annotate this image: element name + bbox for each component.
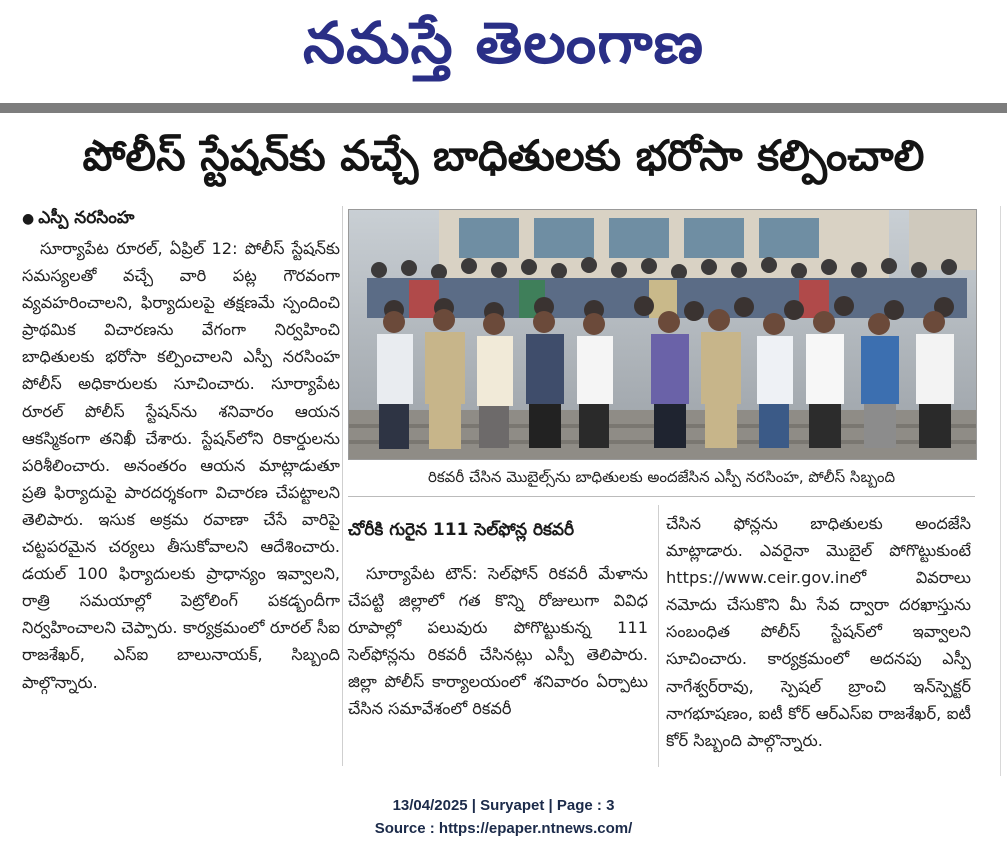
second-story-headline: చోరీకి గురైన 111 సెల్‌ఫోన్ల రికవరీ bbox=[348, 520, 575, 540]
page-footer bbox=[0, 794, 1007, 840]
footer-date-edition: 13/04/2025 | Suryapet | Page : 3 bbox=[392, 797, 615, 814]
main-story-body: సూర్యాపేట రూరల్, ఏప్రిల్ 12: పోలీస్ స్టేషన్‌కు సమస్యలతో వచ్చే వారి పట్ల గౌరవంగా వ్యవహరించాలని, ఫిర్యాదులపై తక్షణమే స్పందించి ప్రాథమిక విచారణను వేగంగా నిర్వహించి బాధితులకు భరోసా కల్పించాలని ఎస్పీ నరసింహ పోలీస్ అధికారులకు సూచించారు. సూర్యాపేట రూరల్ పోలీస్ స్టేషన్‌ను శనివారం ఆయన ఆకస్మికంగా తనిఖీ చేశారు. స్టేషన్‌లోని రికార్డులను పరిశీలించారు. అనంతరం ఆయన మాట్లాడుతూ ప్రతి ఫిర్యాదుపై పారదర్శకంగా విచారణ చేపట్టాలని తెలిపారు. ఇసుక అక్రమ రవాణా చేసే వారిపై చట్టపరమైన చర్యలు తీసుకోవాలని ఆదేశించారు. డయల్ 100 ఫిర్యాదులకు ప్రాధాన్యం ఇవ్వాలని, రాత్రి సమయాల్లో పెట్రోలింగ్ పకడ్బందీగా నిర్వహించాలని చెప్పారు. కార్యక్రమంలో రూరల్ సీఐ రాజశేఖర్, ఎస్ఐ బాలునాయక్, సిబ్బంది పాల్గొన్నారు. bbox=[22, 239, 340, 692]
masthead-rule bbox=[0, 103, 1007, 113]
second-story-body-continued: చేసిన ఫోన్లను బాధితులకు అందజేసి మాట్లాడారు. ఎవరైనా మొబైల్ పోగొట్టుకుంటే https://www.ceir.gov.inలో వివరాలు నమోదు చేసుకొని మీ సేవ ద్వారా దరఖాస్తును సంబంధిత పోలీస్ స్టేషన్‌లో ఇవ్వాలని సూచించారు. కార్యక్రమంలో అదనపు ఎస్పీ నాగేశ్వర్‌రావు, స్పెషల్ బ్రాంచి ఇన్‌స్పెక్టర్ నాగభూషణం, ఐటీ కోర్ ఆర్ఎస్ఐ రాజశేఖర్, ఐటీ కోర్ సిబ్బంది పాల్గొన్నారు. bbox=[666, 514, 971, 750]
bullet-icon: ● bbox=[22, 211, 35, 227]
byline: ● ఎస్పీ నరసింహ bbox=[22, 208, 135, 228]
masthead bbox=[0, 0, 1007, 100]
news-photo bbox=[348, 209, 977, 460]
footer-source-link[interactable]: Source : https://epaper.ntnews.com/ bbox=[374, 820, 633, 837]
newspaper-logo: నమస్తే తెలంగాణ bbox=[302, 10, 705, 77]
second-story-column bbox=[348, 510, 648, 723]
photo-caption: రికవరీ చేసిన మొబైల్స్‌ను బాధితులకు అందజేసిన ఎస్పీ నరసింహ, పోలీస్ సిబ్బంది bbox=[348, 462, 975, 497]
column-divider bbox=[658, 505, 659, 767]
column-divider bbox=[342, 206, 343, 766]
page-edge-rule bbox=[1000, 206, 1001, 776]
main-headline: పోలీస్ స్టేషన్‌కు వచ్చే బాధితులకు భరోసా కల్పించాలి bbox=[82, 131, 925, 180]
main-story-column bbox=[22, 206, 340, 696]
second-story-continued-column bbox=[666, 510, 971, 754]
second-story-body: సూర్యాపేట టౌన్: సెల్‌ఫోన్ రికవరీ మేళాను చేపట్టి జిల్లాలో గత కొన్ని రోజులుగా వివిధ రూపాల్లో పలువురు పోగొట్టుకున్న 111 సెల్‌ఫోన్లను రికవరీ చేసినట్లు ఎస్పీ తెలిపారు. జిల్లా పోలీస్ కార్యాలయంలో శనివారం ఏర్పాటు చేసిన సమావేశంలో రికవరీ bbox=[348, 564, 648, 719]
